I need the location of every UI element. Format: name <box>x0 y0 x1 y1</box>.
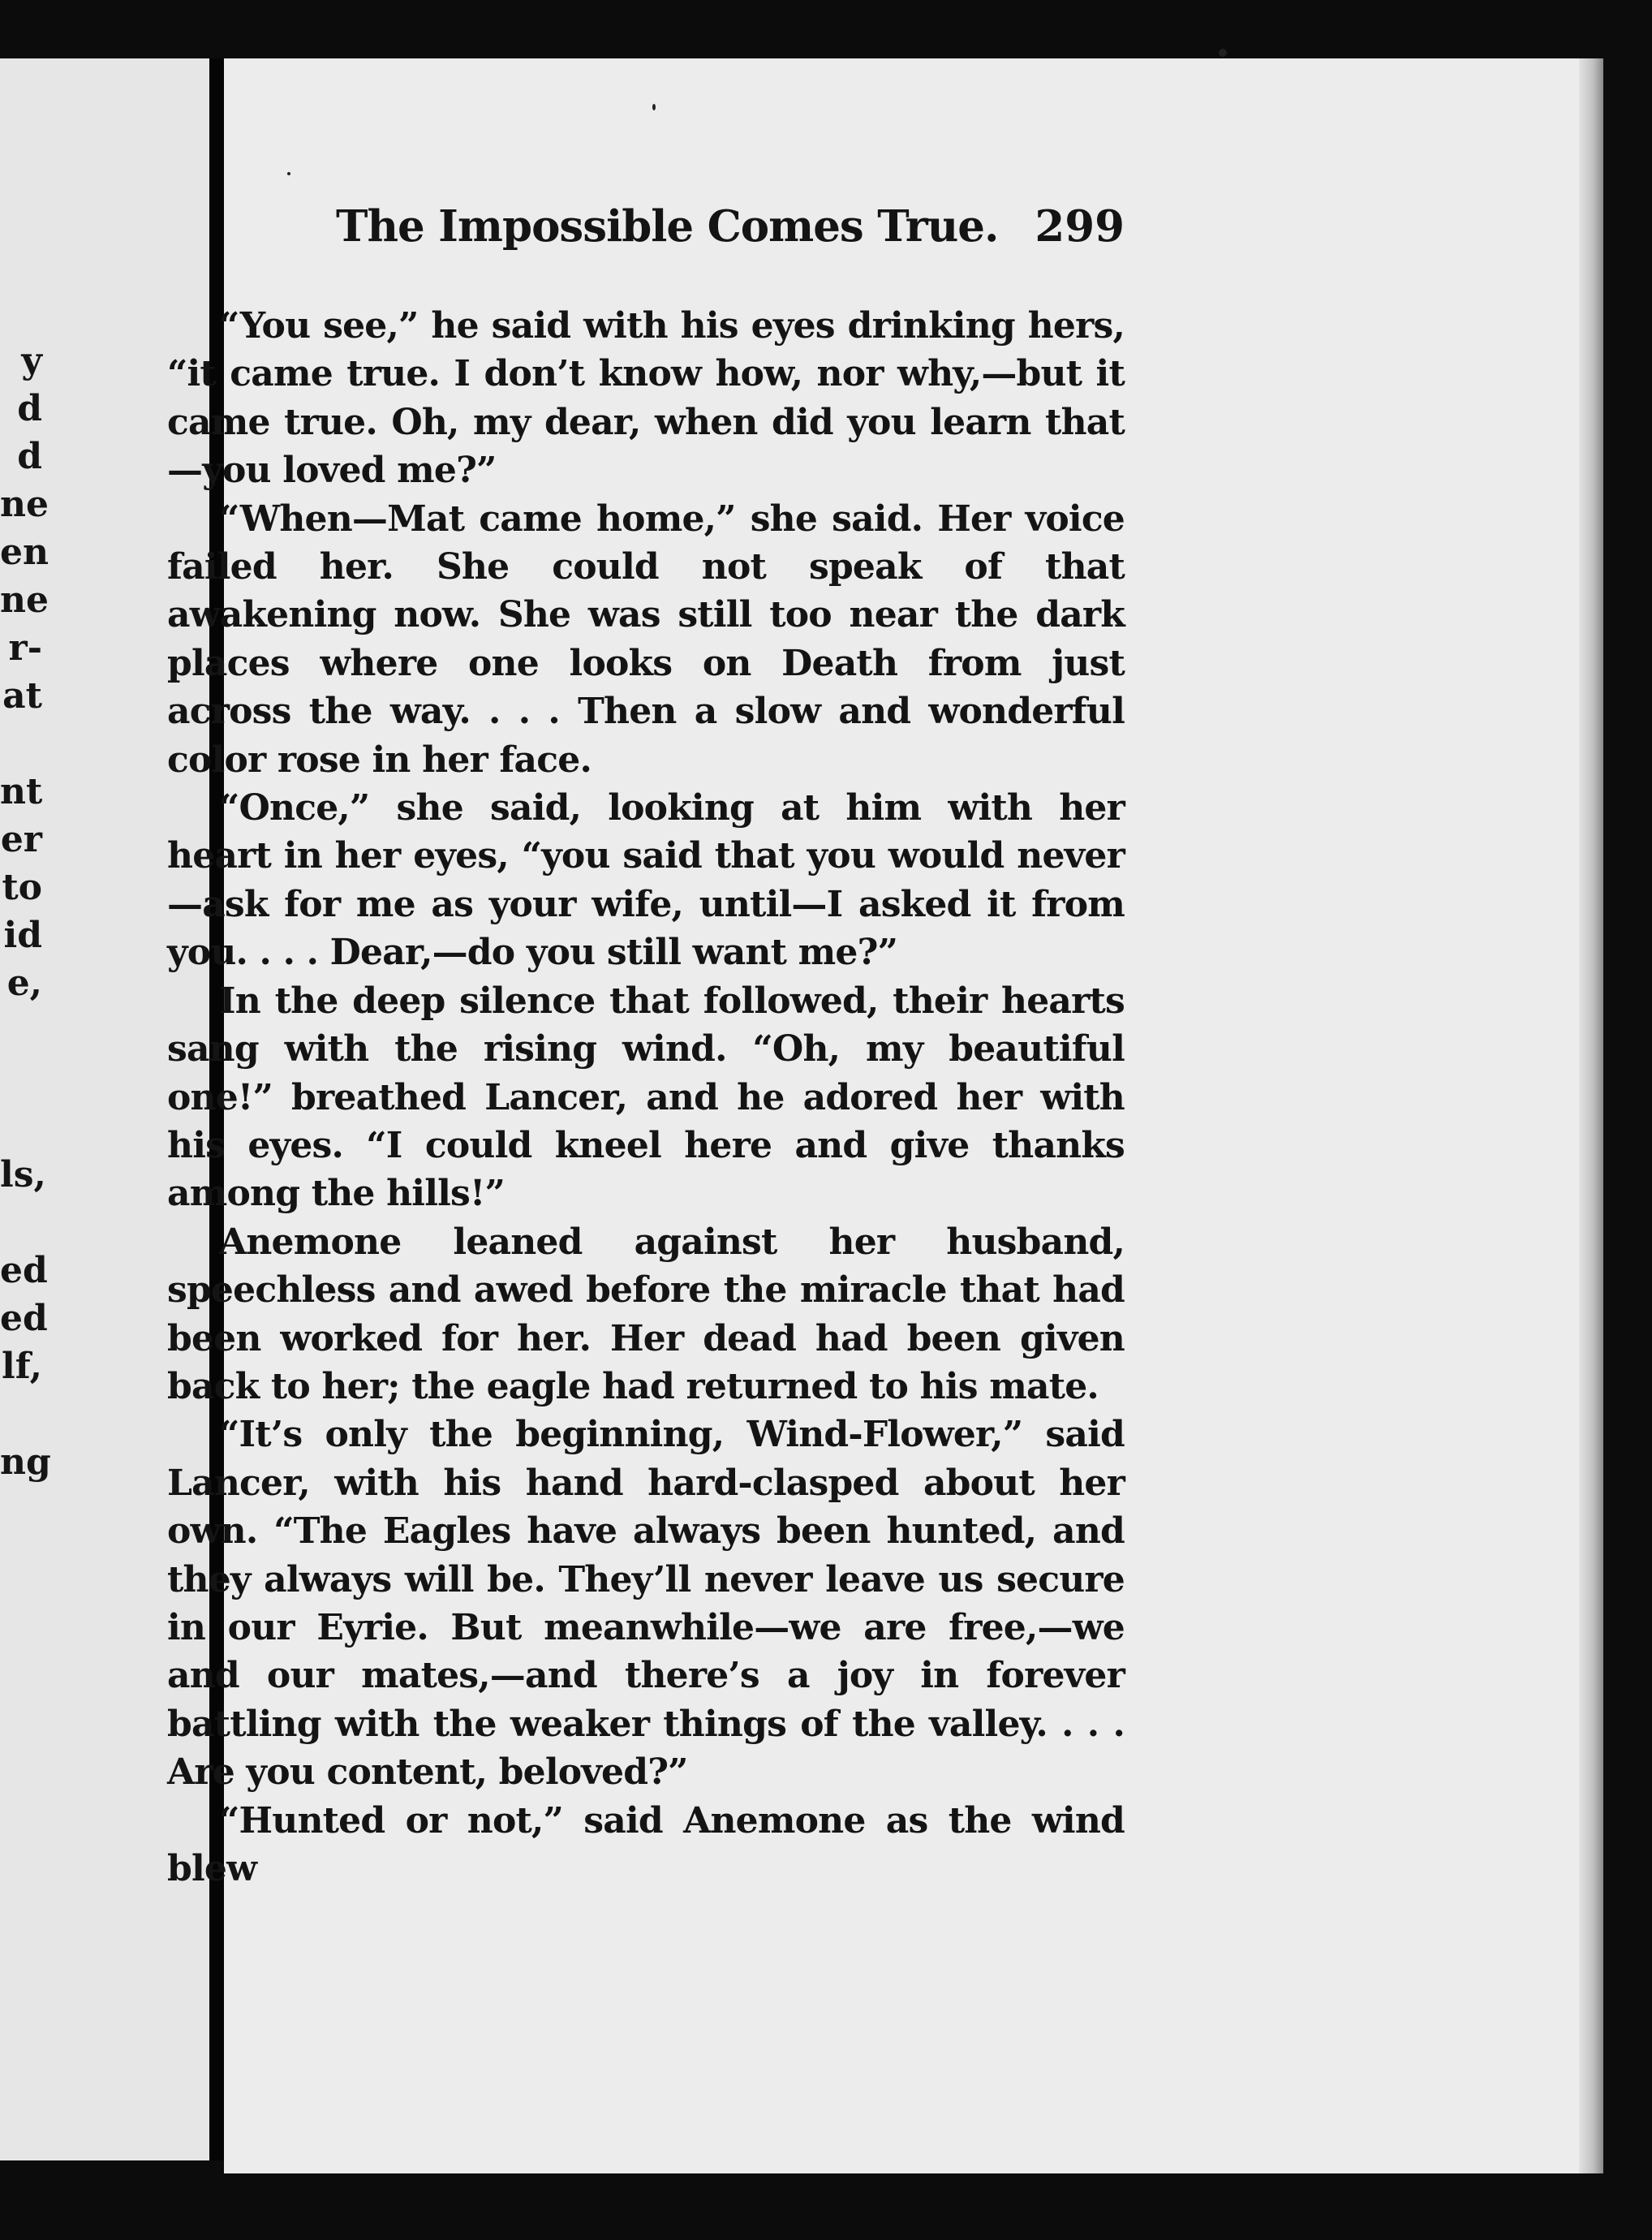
previous-page-fragment-text: at <box>2 675 42 717</box>
previous-page-fragment-text: er <box>0 819 42 860</box>
previous-page-fragment-text: nt <box>0 771 43 812</box>
paragraph: In the deep silence that followed, their hearts sang with the rising wind. “Oh, my beautiful one!” breathed Lancer, and he adored her with his eyes. “I could kneel here and give thanks among the hills!” <box>167 980 1125 1215</box>
previous-page-fragment-text: d <box>17 436 42 477</box>
previous-page-fragment-text: r- <box>8 627 42 669</box>
previous-page-fragment-text: en <box>0 532 49 573</box>
speck <box>652 104 656 110</box>
previous-page-fragment-text: id <box>3 915 42 956</box>
previous-page-fragment-text: ne <box>0 579 49 621</box>
previous-page-fragment-text: y <box>21 340 42 381</box>
body-text <box>167 302 1125 1893</box>
previous-page-fragment-text: ng <box>0 1441 51 1483</box>
page-number: 299 <box>1035 201 1125 252</box>
previous-page-fragment-text: lf, <box>2 1346 42 1387</box>
paragraph: “You see,” he said with his eyes drinking hers, “it came true. I don’t know how, nor why,—but it came true. Oh, my dear, when did you learn that—you loved me?” <box>167 305 1125 492</box>
previous-page-fragment-text: to <box>2 867 42 908</box>
speck <box>1219 49 1227 57</box>
running-head <box>336 201 1125 266</box>
previous-page-fragment-text: ed <box>0 1250 48 1291</box>
paragraph: “Once,” she said, looking at him with her heart in her eyes, “you said that you would never—ask for me as your wife, until—I asked it from you. . . . Dear,—do you still want me?” <box>167 787 1125 974</box>
previous-page-fragment-text: e, <box>6 963 42 1004</box>
page-edge <box>1579 58 1603 2173</box>
previous-page-fragment-text: ls, <box>0 1154 46 1195</box>
previous-page-fragment-text: ed <box>0 1298 48 1339</box>
paragraph: “It’s only the beginning, Wind-Flower,” said Lancer, with his hand hard-clasped about her own. “The Eagles have always been hunted, and they always will be. They’ll never leave us secure in our Eyrie. But meanwhile—we are free,—we and our mates,—and there’s a joy in forever battling with the weaker things of the valley. . . . Are you content, beloved?” <box>167 1414 1125 1794</box>
paragraph: “Hunted or not,” said Anemone as the wind blew <box>167 1799 1125 1889</box>
previous-page-fragment-text: ne <box>0 484 49 525</box>
paragraph: Anemone leaned against her husband, speechless and awed before the miracle that had been worked for her. Her dead had been given back to her; the eagle had returned to his mate. <box>167 1221 1125 1407</box>
previous-page-fragment-text: d <box>17 388 42 429</box>
speck <box>287 172 290 175</box>
paragraph: “When—Mat came home,” she said. Her voice failed her. She could not speak of that awakening now. She was still too near the dark places where one looks on Death from just across the way. . . . Then a slow and wonderful color rose in her face. <box>167 498 1125 781</box>
running-title: The Impossible Comes True. <box>336 201 999 252</box>
